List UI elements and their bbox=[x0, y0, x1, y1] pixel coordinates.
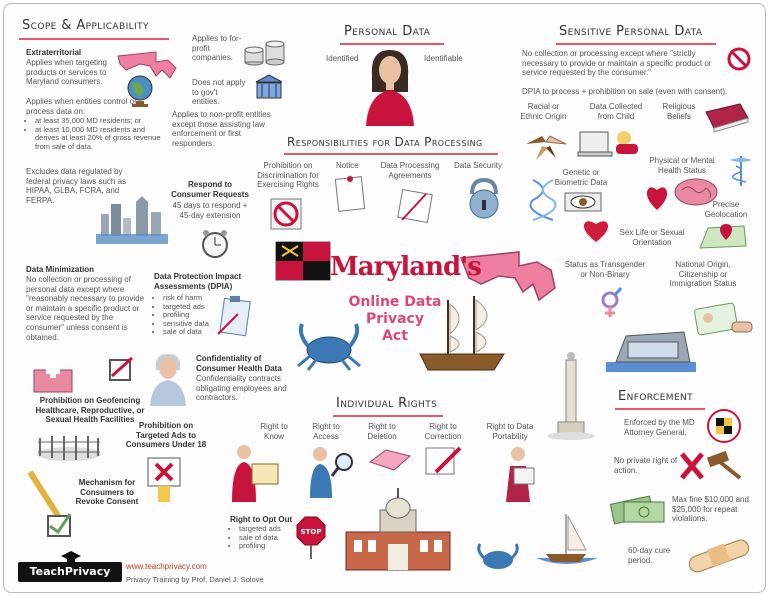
optout-bullet: • targeted ads bbox=[239, 525, 304, 534]
minimization-text: No collection or processing of personal data except where "reasonably necessary to provide or maintain a specific product or service requested by the consumer" unless consent is obtained. bbox=[26, 275, 145, 342]
extraterritorial-text: Applies when targeting products or services to Maryland consumers. bbox=[26, 58, 107, 87]
money-icon bbox=[610, 490, 668, 526]
dpia-bullet: • sensitive data bbox=[163, 320, 233, 329]
respond-text: 45 days to respond + 45-day extension bbox=[172, 201, 248, 220]
child-laptop-icon bbox=[578, 128, 648, 162]
sensitive-underline bbox=[556, 43, 716, 45]
scope-underline bbox=[19, 38, 169, 40]
title-online-data: Online Data bbox=[348, 294, 442, 310]
religious-label: Religious Beliefs bbox=[662, 102, 696, 121]
stop-sign-icon bbox=[296, 516, 326, 560]
no-private-action: No private right of action. bbox=[614, 456, 678, 475]
svg-text:STOP: STOP bbox=[300, 528, 322, 536]
child-label: Data Collected from Child bbox=[589, 102, 643, 121]
dpa-label: Data Processing Agreements bbox=[380, 161, 440, 180]
control-bullet: • at least 35,000 MD residents; or bbox=[35, 117, 170, 126]
right-deletion-label: Right to Deletion bbox=[367, 422, 397, 441]
dpia-title: Data Protection Impact Assessments (DPIA) bbox=[154, 272, 242, 291]
notice-label: Notice bbox=[336, 161, 359, 170]
museum-building-icon bbox=[606, 326, 696, 376]
graduation-cap-icon bbox=[60, 550, 82, 564]
monument-icon bbox=[546, 348, 596, 440]
dpia-bullet: • sale of data bbox=[163, 328, 233, 337]
footer-credit: Privacy Training by Prof. Daniel J. Solove bbox=[126, 575, 264, 584]
national-label: National Origin, Citizenship or Immigration Status bbox=[669, 260, 737, 289]
right-correction-label: Right to Correction bbox=[424, 422, 462, 441]
extraterritorial-title: Extraterritorial bbox=[26, 48, 82, 57]
optout-bullets bbox=[230, 525, 304, 551]
sensitive-header: Sensitive Personal Data bbox=[559, 24, 703, 39]
bandage-icon bbox=[684, 536, 754, 576]
id-card-icon bbox=[694, 300, 754, 340]
contract-icon bbox=[396, 188, 440, 224]
prohibition-discrimination-label: Prohibition on Discrimination for Exercising Rights bbox=[257, 161, 319, 190]
book-icon bbox=[704, 98, 752, 134]
government-building-icon bbox=[254, 74, 284, 102]
correction-pen-icon bbox=[422, 444, 464, 480]
fence-icon bbox=[34, 432, 104, 462]
confidentiality-text: Confidentiality contracts obligating employees and contractors. bbox=[196, 374, 287, 403]
forprofit-text: Applies to for-profit companies. bbox=[192, 34, 242, 63]
identifiable-label: Identifiable bbox=[424, 54, 463, 63]
rights-header: Individual Rights bbox=[336, 396, 438, 411]
confidentiality-title: Confidentiality of Consumer Health Data bbox=[196, 354, 282, 373]
dpia-bullet: • targeted ads bbox=[163, 303, 233, 312]
clipboard-icon bbox=[214, 294, 254, 338]
optout-bullet: • sale of data bbox=[239, 534, 304, 543]
enforcement-header: Enforcement bbox=[618, 389, 694, 404]
health-label: Physical or Mental Health Status bbox=[649, 156, 715, 175]
transgender-symbol-icon bbox=[598, 284, 624, 320]
eye-scan-icon bbox=[564, 192, 604, 214]
state-house-icon bbox=[338, 484, 458, 574]
personal-data-underline bbox=[340, 43, 444, 45]
prohibited-icon bbox=[728, 48, 752, 72]
sailboat-icon bbox=[532, 510, 602, 570]
geofencing-label: Prohibition on Geofencing Healthcare, Reproductive, or Sexual Health Facilities bbox=[35, 396, 145, 425]
trans-label: Status as Transgender or Non-Binary bbox=[564, 260, 646, 279]
maryland-flag-icon bbox=[274, 240, 334, 286]
excludes-text: Excludes data regulated by federal privacy laws such as HIPAA, GLBA, FCRA, and FERPA. bbox=[26, 167, 127, 205]
heart-organ-icon bbox=[644, 182, 670, 212]
blue-crab-icon bbox=[294, 318, 364, 370]
eraser-icon bbox=[368, 448, 412, 474]
identified-label: Identified bbox=[326, 54, 359, 63]
person-holding-x-sign-icon bbox=[144, 456, 186, 504]
right-access-label: Right to Access bbox=[312, 422, 340, 441]
responsibilities-header: Responsibilities for Data Processing bbox=[287, 135, 483, 149]
alarm-clock-icon bbox=[200, 228, 230, 260]
govt-text: Does not apply to gov't entities. bbox=[192, 78, 246, 107]
footer-url[interactable]: www.teachprivacy.com bbox=[126, 562, 207, 571]
infographic bbox=[3, 3, 766, 593]
control-bullet: • at least 10,000 MD residents and derives at least 20% of gross revenue from sale of data. bbox=[35, 126, 170, 152]
person-reading-icon bbox=[226, 442, 282, 504]
personal-data-header: Personal Data bbox=[344, 24, 431, 39]
scope-header: Scope & Applicability bbox=[22, 18, 149, 33]
no-symbol-icon bbox=[270, 198, 304, 232]
map-pin-icon bbox=[698, 222, 748, 250]
revoke-label: Mechanism for Consumers to Revoke Consent bbox=[75, 478, 139, 507]
cure-period: 60-day cure period. bbox=[628, 546, 671, 565]
respond-title: Respond to Consumer Requests bbox=[171, 180, 249, 199]
right-optout-title: Right to Opt Out bbox=[230, 515, 293, 524]
heart-icon bbox=[582, 218, 610, 244]
sexlife-label: Sex Life or Sexual Orientation bbox=[619, 228, 685, 247]
optout-bullet: • profiling bbox=[239, 542, 304, 551]
right-know-label: Right to Know bbox=[260, 422, 288, 441]
rights-underline bbox=[333, 415, 443, 417]
worried-woman-icon bbox=[148, 352, 190, 406]
control-text: Applies when entities control or process data on: bbox=[26, 97, 137, 116]
pencil-checkbox-icon bbox=[24, 468, 78, 540]
minimization-title: Data Minimization bbox=[26, 265, 95, 274]
small-crab-icon bbox=[474, 540, 522, 574]
hospital-icon bbox=[32, 362, 78, 394]
control-bullets bbox=[26, 117, 170, 151]
max-fine: Max fine $10,000 and $25,000 for repeat violations. bbox=[672, 495, 749, 524]
attorney-general-seal-icon bbox=[706, 408, 742, 444]
padlock-icon bbox=[462, 176, 508, 222]
teachprivacy-logo: TeachPrivacy bbox=[18, 562, 122, 582]
targeted-minors-label: Prohibition on Targeted Ads to Consumers Under 18 bbox=[125, 421, 207, 450]
title-act: Act bbox=[382, 328, 408, 344]
sensitive-intro: No collection or processing except where "strictly necessary to provide or maintain a specific product or service requested by the consumer." bbox=[522, 49, 712, 78]
coins-icon bbox=[244, 40, 290, 70]
nonprofit-text: Applies to non-profit entities except those assisting law enforcement or first responders. bbox=[172, 110, 271, 148]
genetic-label: Genetic or Biometric Data bbox=[554, 168, 608, 187]
sensitive-dpia: DPIA to process + prohibition on sale (even with consent). bbox=[522, 87, 728, 96]
hands-icon bbox=[522, 128, 570, 162]
notice-paper-icon bbox=[334, 174, 368, 214]
security-label: Data Security bbox=[454, 161, 503, 170]
enforcement-underline bbox=[615, 408, 705, 410]
responsibilities-underline bbox=[284, 153, 498, 155]
gavel-x-icon bbox=[678, 450, 748, 484]
title-maryland: Maryland's bbox=[330, 252, 481, 282]
enforcement-by: Enforced by the MD Attorney General. bbox=[624, 418, 695, 437]
checkbox-marked-icon bbox=[106, 356, 136, 384]
racial-label: Racial or Ethnic Origin bbox=[520, 102, 567, 121]
geo-label: Precise Geolocation bbox=[704, 200, 748, 219]
city-skyline-icon bbox=[96, 194, 171, 244]
person-carrying-box-icon bbox=[500, 446, 540, 506]
right-portability-label: Right to Data Portability bbox=[486, 422, 534, 441]
caduceus-icon bbox=[728, 154, 754, 188]
title-privacy: Privacy bbox=[366, 311, 424, 327]
woman-person-icon bbox=[362, 46, 418, 128]
dpia-bullet: • profiling bbox=[163, 311, 233, 320]
sailing-ship-icon bbox=[414, 294, 510, 380]
dpia-bullet: • risk of harm bbox=[163, 294, 233, 303]
